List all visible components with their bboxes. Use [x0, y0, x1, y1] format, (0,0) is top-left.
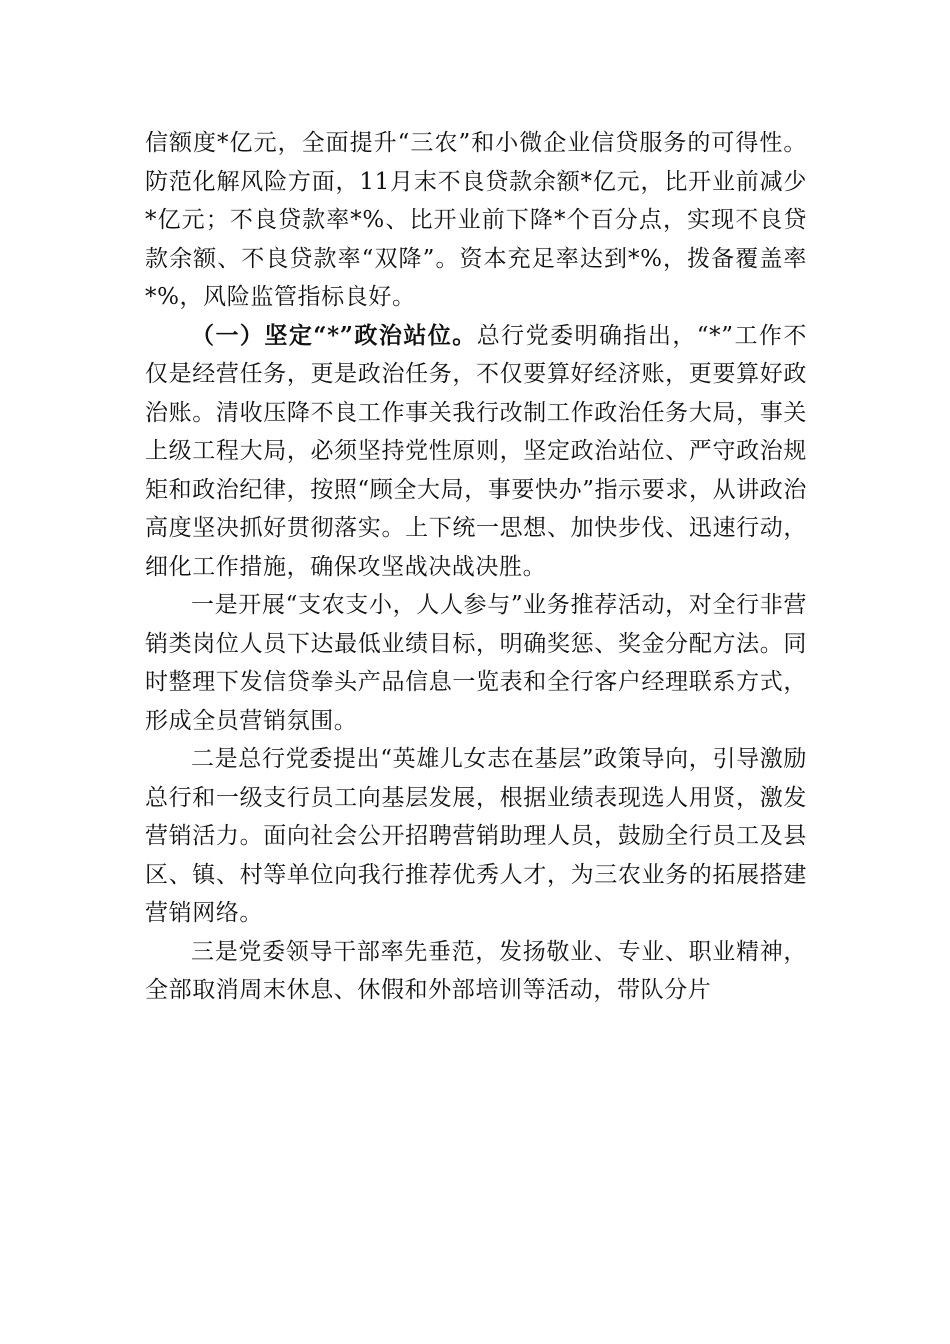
paragraph-item-three: [145, 933, 807, 1010]
paragraph-text: 一是开展“支农支小，人人参与”业务推荐活动，对全行非营销类岗位人员下达最低业绩目标，明确奖惩、奖金分配方法。同时整理下发信贷拳头产品信息一览表和全行客户经理联系方式，形成全员营销氛围。: [145, 592, 807, 734]
section-heading: （一）坚定“*”政治站位。: [191, 321, 477, 349]
paragraph-text: 二是总行党委提出“英雄儿女志在基层”政策导向，引导激励总行和一级支行员工向基层发展，根据业绩表现选人用贤，激发营销活力。面向社会公开招聘营销助理人员，鼓励全行员工及县区、镇、村等单位向我行推荐优秀人才，为三农业务的拓展搭建营销网络。: [145, 746, 807, 926]
paragraph-continuation: [145, 124, 807, 317]
paragraph-text: 三是党委领导干部率先垂范，发扬敬业、专业、职业精神，全部取消周末休息、休假和外部培训等活动，带队分片: [145, 938, 807, 1003]
paragraph-text: 总行党委明确指出，“*”工作不仅是经营任务，更是政治任务，不仅要算好经济账，更要算好政治账。清收压降不良工作事关我行改制工作政治任务大局，事关上级工程大局，必须坚持党性原则，坚定政治站位、严守政治规矩和政治纪律，按照“顾全大局，事要快办”指示要求，从讲政治高度坚决抓好贯彻落实。上下统一思想、加快步伐、迅速行动，细化工作措施，确保攻坚战决战决胜。: [145, 322, 807, 580]
paragraph-item-one: [145, 586, 807, 740]
paragraph-item-two: [145, 740, 807, 933]
paragraph-section-heading: [145, 317, 807, 587]
document-body: [145, 124, 807, 1010]
paragraph-text: 信额度*亿元，全面提升“三农”和小微企业信贷服务的可得性。防范化解风险方面，11月末不良贷款余额*亿元，比开业前减少*亿元；不良贷款率*%、比开业前下降*个百分点，实现不良贷款余额、不良贷款率“双降”。资本充足率达到*%，拨备覆盖率*%，风险监管指标良好。: [145, 130, 807, 310]
